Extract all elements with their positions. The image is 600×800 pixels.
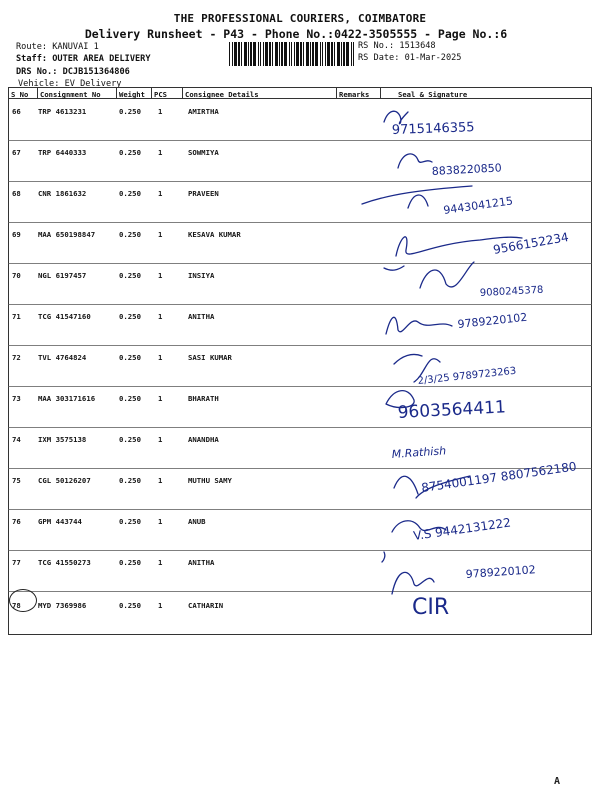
handwritten-note: 9789220102 bbox=[456, 310, 528, 331]
vehicle-label: Vehicle: EV Delivery bbox=[18, 79, 122, 89]
table-row bbox=[8, 144, 592, 181]
row-weight: 0.250 bbox=[119, 312, 141, 321]
row-sno: 74 bbox=[12, 435, 21, 444]
handwritten-note: 9443041215 bbox=[442, 194, 514, 217]
table-row bbox=[8, 267, 592, 304]
footer-mark: A bbox=[554, 776, 561, 787]
row-consignee: MUTHU SAMY bbox=[188, 476, 232, 485]
barcode bbox=[229, 42, 356, 66]
row-weight: 0.250 bbox=[119, 189, 141, 198]
handwritten-note: CIR bbox=[412, 595, 450, 620]
row-pcs: 1 bbox=[158, 271, 163, 280]
table-row bbox=[8, 226, 592, 263]
row-consignment: TRP 6440333 bbox=[38, 148, 87, 157]
row-consignee: AMIRTHA bbox=[188, 107, 219, 116]
row-weight: 0.250 bbox=[119, 148, 141, 157]
col-weight: Weight bbox=[119, 90, 145, 99]
handwritten-note: 9603564411 bbox=[397, 397, 507, 423]
row-pcs: 1 bbox=[158, 435, 163, 444]
row-sno: 77 bbox=[12, 558, 21, 567]
row-weight: 0.250 bbox=[119, 230, 141, 239]
row-consignee: ANANDHA bbox=[188, 435, 219, 444]
table-row bbox=[8, 595, 592, 632]
row-sno: 66 bbox=[12, 107, 21, 116]
col-consignee: Consignee Details bbox=[185, 90, 259, 99]
row-consignment: MAA 303171616 bbox=[38, 394, 96, 403]
col-seal-signature: Seal & Signature bbox=[398, 90, 468, 99]
row-consignee: ANITHA bbox=[188, 312, 215, 321]
route-label: Route: KANUVAI 1 bbox=[16, 42, 99, 52]
table-row bbox=[8, 472, 592, 509]
row-consignee: ANITHA bbox=[188, 558, 215, 567]
row-consignment: TVL 4764824 bbox=[38, 353, 87, 362]
row-consignment: MAA 650198847 bbox=[38, 230, 96, 239]
row-consignee: PRAVEEN bbox=[188, 189, 219, 198]
runsheet-table bbox=[8, 87, 592, 635]
handwritten-note: 9566152234 bbox=[492, 229, 570, 257]
col-pcs: PCS bbox=[154, 90, 167, 99]
handwritten-note: 9715146355 bbox=[391, 120, 475, 138]
row-weight: 0.250 bbox=[119, 107, 141, 116]
row-weight: 0.250 bbox=[119, 353, 141, 362]
row-consignment: CGL 50126207 bbox=[38, 476, 91, 485]
handwritten-note: 8754001197 8807562180 bbox=[420, 459, 578, 495]
row-consignee: BHARATH bbox=[188, 394, 219, 403]
col-sno: S No bbox=[11, 90, 29, 99]
row-consignee: SASI KUMAR bbox=[188, 353, 232, 362]
row-weight: 0.250 bbox=[119, 601, 141, 610]
row-pcs: 1 bbox=[158, 601, 163, 610]
row-sno: 70 bbox=[12, 271, 21, 280]
table-row bbox=[8, 431, 592, 468]
handwritten-note: 2/3/25 9789723263 bbox=[417, 365, 517, 387]
row-sno: 68 bbox=[12, 189, 21, 198]
row-sno: 76 bbox=[12, 517, 21, 526]
runsheet-title: Delivery Runsheet - P43 - Phone No.:0422-3505555 - Page No.:6 bbox=[84, 27, 508, 41]
handwritten-note: 9789220102 bbox=[465, 563, 537, 581]
row-consignee: INSIYA bbox=[188, 271, 215, 280]
row-weight: 0.250 bbox=[119, 517, 141, 526]
row-pcs: 1 bbox=[158, 107, 163, 116]
row-weight: 0.250 bbox=[119, 435, 141, 444]
row-consignment: IXM 3575138 bbox=[38, 435, 87, 444]
company-title: THE PROFESSIONAL COURIERS, COIMBATORE bbox=[173, 12, 427, 25]
handwritten-note: M.Rathish bbox=[391, 444, 447, 461]
row-consignee: ANUB bbox=[188, 517, 206, 526]
table-row bbox=[8, 308, 592, 345]
row-pcs: 1 bbox=[158, 476, 163, 485]
row-consignment: TRP 4613231 bbox=[38, 107, 87, 116]
row-weight: 0.250 bbox=[119, 476, 141, 485]
rs-number: RS No.: 1513648 bbox=[358, 41, 436, 51]
table-row bbox=[8, 103, 592, 140]
row-consignment: MYD 7369986 bbox=[38, 601, 87, 610]
row-sno: 69 bbox=[12, 230, 21, 239]
drs-number: DRS No.: DCJB151364806 bbox=[16, 67, 130, 77]
row-sno: 75 bbox=[12, 476, 21, 485]
row-consignee: KESAVA KUMAR bbox=[188, 230, 241, 239]
row-sno: 72 bbox=[12, 353, 21, 362]
handwritten-note: 9080245378 bbox=[479, 284, 544, 299]
table-row bbox=[8, 390, 592, 427]
row-pcs: 1 bbox=[158, 189, 163, 198]
rs-date: RS Date: 01-Mar-2025 bbox=[358, 53, 462, 63]
row-sno: 71 bbox=[12, 312, 21, 321]
col-consignment: Consignment No bbox=[40, 90, 101, 99]
row-sno: 73 bbox=[12, 394, 21, 403]
row-consignee: CATHARIN bbox=[188, 601, 224, 610]
row-consignment: TCG 41547160 bbox=[38, 312, 91, 321]
col-remarks: Remarks bbox=[339, 90, 370, 99]
row-sno: 67 bbox=[12, 148, 21, 157]
row-consignment: CNR 1861632 bbox=[38, 189, 87, 198]
row-78-circle-mark bbox=[9, 589, 37, 612]
row-pcs: 1 bbox=[158, 230, 163, 239]
row-pcs: 1 bbox=[158, 517, 163, 526]
row-pcs: 1 bbox=[158, 558, 163, 567]
row-pcs: 1 bbox=[158, 353, 163, 362]
table-row bbox=[8, 349, 592, 386]
row-consignment: TCG 41550273 bbox=[38, 558, 91, 567]
row-consignee: SOWMIYA bbox=[188, 148, 219, 157]
handwritten-note: 8838220850 bbox=[431, 161, 503, 178]
table-row bbox=[8, 513, 592, 550]
table-row bbox=[8, 185, 592, 222]
handwritten-note: V.S 9442131222 bbox=[412, 515, 512, 543]
row-pcs: 1 bbox=[158, 148, 163, 157]
row-pcs: 1 bbox=[158, 312, 163, 321]
staff-label: Staff: OUTER AREA DELIVERY bbox=[16, 54, 151, 64]
row-consignment: GPM 443744 bbox=[38, 517, 82, 526]
table-row bbox=[8, 554, 592, 591]
row-pcs: 1 bbox=[158, 394, 163, 403]
row-weight: 0.250 bbox=[119, 271, 141, 280]
row-weight: 0.250 bbox=[119, 394, 141, 403]
row-weight: 0.250 bbox=[119, 558, 141, 567]
row-consignment: NGL 6197457 bbox=[38, 271, 87, 280]
row-sno: 78 bbox=[12, 601, 21, 610]
